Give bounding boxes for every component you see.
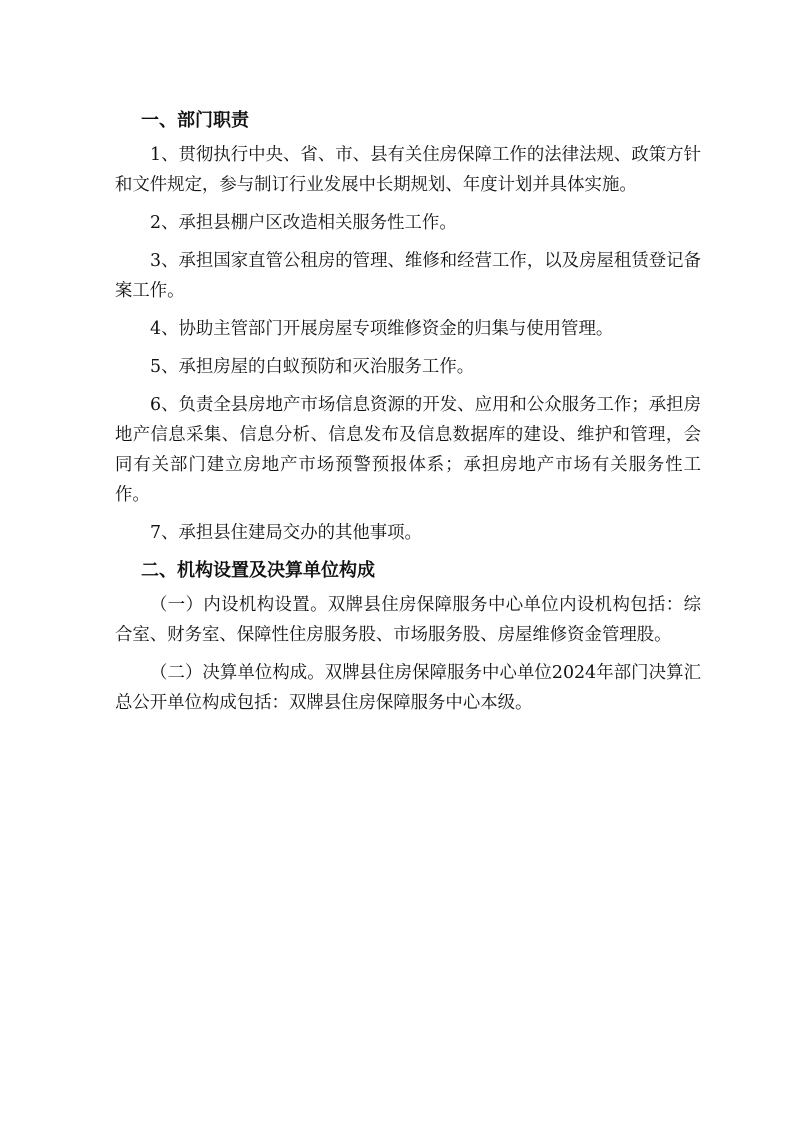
org-item-internal-structure: （一）内设机构设置。双牌县住房保障服务中心单位内设机构包括：综合室、财务室、保障性住房服务股、市场服务股、房屋维修资金管理股。	[115, 595, 701, 645]
duty-item-3: 3、承担国家直管公租房的管理、维修和经营工作，以及房屋租赁登记备案工作。	[115, 251, 701, 301]
duty-item-2: 2、承担县棚户区改造相关服务性工作。	[150, 213, 457, 233]
document-page	[115, 100, 701, 726]
section-heading-duties: 一、部门职责	[141, 110, 249, 131]
section-heading-organization: 二、机构设置及决算单位构成	[141, 560, 375, 581]
duty-item-5: 5、承担房屋的白蚁预防和灭治服务工作。	[150, 357, 475, 377]
duty-item-6: 6、负责全县房地产市场信息资源的开发、应用和公众服务工作；承担房地产信息采集、信息分析、信息发布及信息数据库的建设、维护和管理，会同有关部门建立房地产市场预警预报体系；承担房地产市场有关服务性工作。	[115, 395, 701, 505]
org-item-accounting-units: （二）决算单位构成。双牌县住房保障服务中心单位2024年部门决算汇总公开单位构成包括：双牌县住房保障服务中心本级。	[115, 663, 701, 713]
duty-item-4: 4、协助主管部门开展房屋专项维修资金的归集与使用管理。	[150, 319, 614, 339]
duty-item-7: 7、承担县住建局交办的其他事项。	[150, 523, 422, 543]
duty-item-1: 1、贯彻执行中央、省、市、县有关住房保障工作的法律法规、政策方针和文件规定，参与制订行业发展中长期规划、年度计划并具体实施。	[115, 145, 701, 195]
